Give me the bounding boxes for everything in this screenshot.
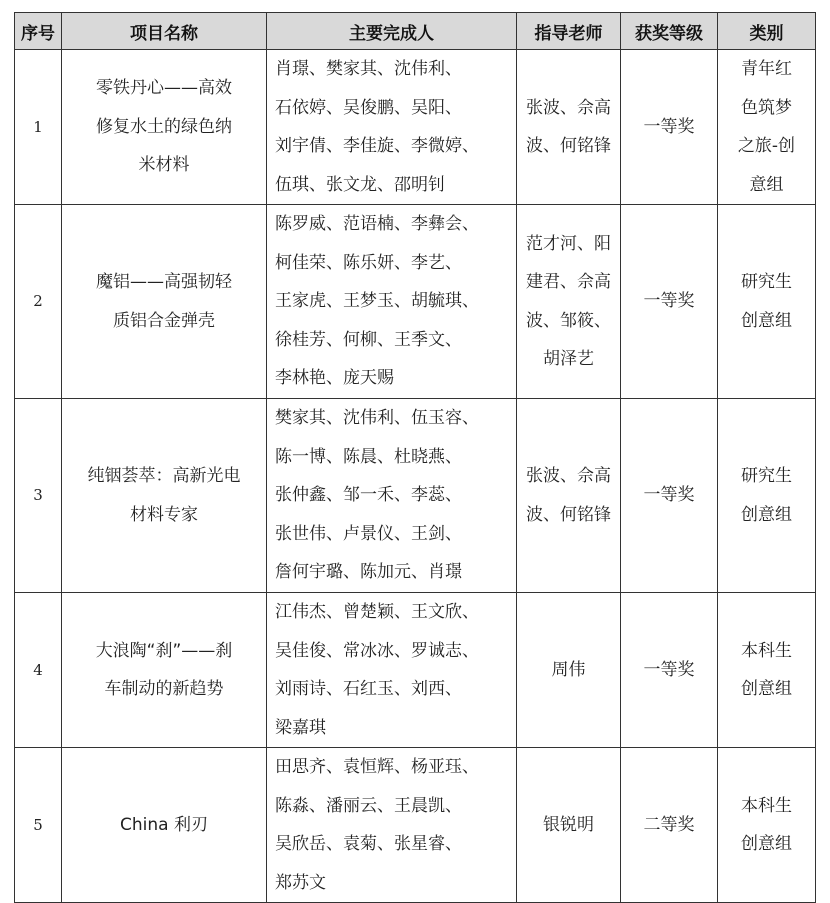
project-members bbox=[267, 399, 517, 593]
title-line: 大浪陶“刹”——刹 bbox=[95, 640, 233, 661]
award-level: 一等奖 bbox=[621, 205, 718, 399]
category-line: 研究生 bbox=[741, 272, 792, 292]
member-line: 刘宇倩、李佳旋、李微婷、 bbox=[275, 136, 479, 156]
title-line: 米材料 bbox=[138, 155, 190, 176]
project-title bbox=[62, 50, 267, 205]
member-line: 郑苏文 bbox=[275, 872, 326, 893]
advisor bbox=[517, 399, 621, 593]
category bbox=[718, 205, 816, 399]
advisor-line: 建君、佘高 bbox=[526, 272, 611, 292]
project-title bbox=[62, 748, 267, 903]
table-row bbox=[15, 50, 816, 205]
row-number: 1 bbox=[15, 50, 62, 205]
advisor bbox=[517, 205, 621, 399]
member-line: 吴佳俊、常冰冰、罗诚志、 bbox=[275, 640, 479, 661]
category-line: 色筑梦 bbox=[741, 97, 792, 118]
advisor-line: 波、邹筱、 bbox=[526, 310, 611, 331]
header-category: 类别 bbox=[718, 13, 816, 50]
table-row bbox=[15, 593, 816, 748]
category-line: 创意组 bbox=[741, 310, 792, 331]
advisor bbox=[517, 593, 621, 748]
title-line: 车制动的新趋势 bbox=[104, 679, 224, 699]
title-line: 魔铝——高强韧轻 bbox=[96, 272, 232, 292]
member-line: 梁嘉琪 bbox=[275, 717, 326, 738]
member-line: 陈淼、潘丽云、王晨凯、 bbox=[275, 795, 462, 816]
advisor-line: 波、何铭锋 bbox=[526, 136, 611, 156]
project-title bbox=[62, 399, 267, 593]
member-line: 张仲鑫、邹一禾、李蕊、 bbox=[275, 485, 462, 506]
category-line: 创意组 bbox=[741, 504, 792, 525]
member-line: 江伟杰、曾楚颖、王文欣、 bbox=[275, 602, 479, 622]
category-line: 本科生 bbox=[741, 640, 792, 661]
advisor-line: 张波、佘高 bbox=[526, 97, 611, 118]
member-line: 张世伟、卢景仪、王剑、 bbox=[275, 523, 462, 544]
row-number: 4 bbox=[15, 593, 62, 748]
member-line: 吴欣岳、袁菊、张星睿、 bbox=[275, 834, 462, 854]
project-title bbox=[62, 205, 267, 399]
project-members bbox=[267, 593, 517, 748]
title-line: China 利刃 bbox=[120, 814, 208, 835]
title-line: 材料专家 bbox=[130, 504, 198, 525]
member-line: 王家虎、王梦玉、胡毓琪、 bbox=[275, 291, 479, 312]
category bbox=[718, 399, 816, 593]
advisor-line: 波、何铭锋 bbox=[526, 504, 611, 525]
title-line: 零铁丹心——高效 bbox=[96, 78, 232, 99]
project-members bbox=[267, 748, 517, 903]
title-line: 质铝合金弹壳 bbox=[113, 310, 215, 331]
title-line: 纯铟荟萃：高新光电 bbox=[87, 466, 241, 486]
member-line: 李林艳、庞天赐 bbox=[275, 368, 394, 389]
awards-table bbox=[14, 12, 816, 903]
advisor-line: 张波、佘高 bbox=[526, 466, 611, 486]
member-line: 田思齐、袁恒辉、杨亚珏、 bbox=[275, 757, 479, 777]
member-line: 陈一博、陈晨、杜晓燕、 bbox=[275, 446, 462, 467]
category-line: 意组 bbox=[749, 174, 784, 195]
category-line: 创意组 bbox=[741, 679, 792, 699]
member-line: 伍琪、张文龙、邵明钊 bbox=[275, 174, 445, 195]
member-line: 詹何宇璐、陈加元、肖璟 bbox=[275, 562, 462, 583]
header-no: 序号 bbox=[15, 13, 62, 50]
category bbox=[718, 50, 816, 205]
table-row bbox=[15, 748, 816, 903]
project-title bbox=[62, 593, 267, 748]
advisor-line: 范才河、阳 bbox=[526, 233, 611, 254]
category-line: 青年红 bbox=[741, 59, 792, 79]
category-line: 研究生 bbox=[741, 466, 792, 486]
project-members bbox=[267, 50, 517, 205]
table-row bbox=[15, 205, 816, 399]
award-level: 一等奖 bbox=[621, 593, 718, 748]
award-level: 一等奖 bbox=[621, 399, 718, 593]
project-members bbox=[267, 205, 517, 399]
row-number: 5 bbox=[15, 748, 62, 903]
header-advisor: 指导老师 bbox=[517, 13, 621, 50]
award-level: 二等奖 bbox=[621, 748, 718, 903]
member-line: 柯佳荣、陈乐妍、李艺、 bbox=[275, 252, 462, 273]
member-line: 刘雨诗、石红玉、刘西、 bbox=[275, 679, 462, 699]
award-level: 一等奖 bbox=[621, 50, 718, 205]
advisor bbox=[517, 50, 621, 205]
header-row bbox=[15, 13, 816, 50]
table-row bbox=[15, 399, 816, 593]
header-title: 项目名称 bbox=[62, 13, 267, 50]
row-number: 3 bbox=[15, 399, 62, 593]
member-line: 陈罗威、范语楠、李彝会、 bbox=[275, 214, 479, 235]
row-number: 2 bbox=[15, 205, 62, 399]
advisor-line: 周伟 bbox=[551, 659, 586, 680]
category bbox=[718, 748, 816, 903]
category-line: 创意组 bbox=[741, 834, 792, 854]
member-line: 石依婷、吴俊鹏、吴阳、 bbox=[275, 97, 462, 118]
category-line: 之旅-创 bbox=[737, 136, 796, 156]
category-line: 本科生 bbox=[741, 795, 792, 816]
title-line: 修复水土的绿色纳 bbox=[96, 116, 232, 137]
advisor-line: 银锐明 bbox=[543, 814, 594, 835]
member-line: 徐桂芳、何柳、王季文、 bbox=[275, 329, 462, 350]
category bbox=[718, 593, 816, 748]
advisor bbox=[517, 748, 621, 903]
header-members: 主要完成人 bbox=[267, 13, 517, 50]
header-award: 获奖等级 bbox=[621, 13, 718, 50]
advisor-line: 胡泽艺 bbox=[543, 349, 594, 369]
member-line: 肖璟、樊家其、沈伟利、 bbox=[275, 59, 462, 79]
member-line: 樊家其、沈伟利、伍玉容、 bbox=[275, 408, 479, 429]
